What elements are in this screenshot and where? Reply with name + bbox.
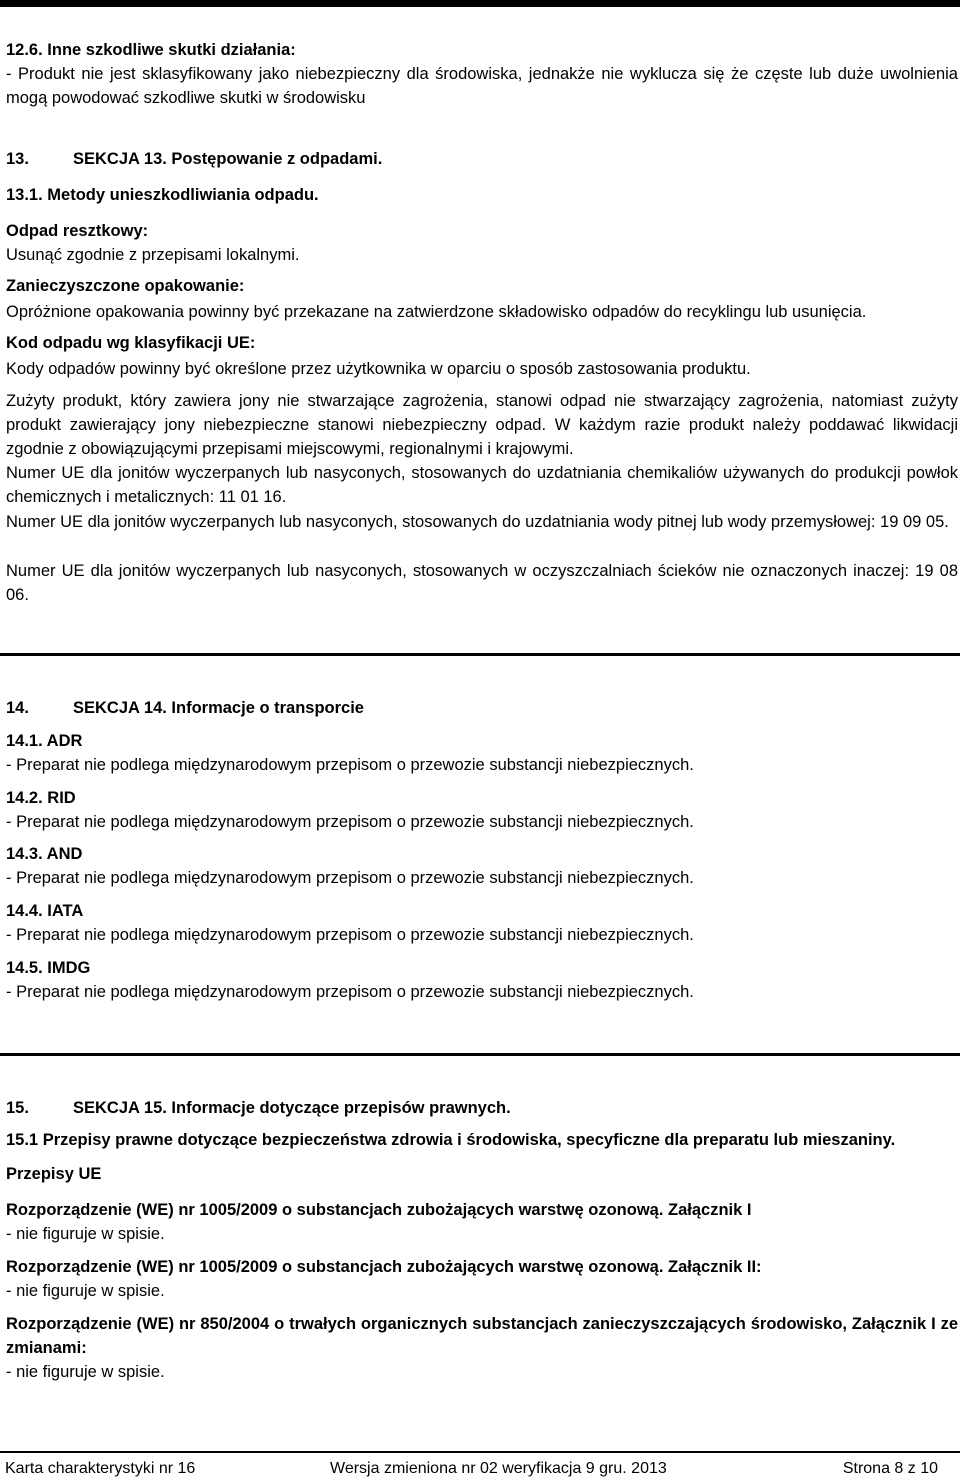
waste-residue-text: Usunąć zgodnie z przepisami lokalnymi. [6, 246, 300, 264]
section-15-number: 15. [6, 1099, 29, 1117]
section-12-6-text: - Produkt nie jest sklasyfikowany jako niebezpieczny dla środowiska, jednakże nie wyklucza się że częste lub duże uwolnienia mogą powodować szkodliwe skutki w środowisku [6, 65, 958, 107]
transport-and-label: 14.3. AND [6, 845, 83, 863]
transport-iata-text: - Preparat nie podlega międzynarodowym przepisom o przewozie substancji niebezpiecznych. [6, 926, 694, 944]
footer-version: Wersja zmieniona nr 02 weryfikacja 9 gru. 2013 [330, 1460, 667, 1477]
section-15-title: SEKCJA 15. Informacje dotyczące przepisów prawnych. [73, 1099, 511, 1117]
section-13-title: SEKCJA 13. Postępowanie z odpadami. [73, 150, 383, 168]
footer-page-number: Strona 8 z 10 [842, 1460, 938, 1477]
section-divider [0, 653, 960, 656]
transport-adr-label: 14.1. ADR [6, 732, 83, 750]
contaminated-packaging-label: Zanieczyszczone opakowanie: [6, 277, 245, 295]
section-14-title: SEKCJA 14. Informacje o transporcie [73, 699, 364, 717]
regulation-2-text: - nie figuruje w spisie. [6, 1282, 165, 1300]
regulation-3-title: Rozporządzenie (WE) nr 850/2004 o trwałych organicznych substancjach zanieczyszczających środowisko, Załącznik I ze zmianami: [6, 1315, 958, 1357]
eu-regulations-label: Przepisy UE [6, 1165, 102, 1183]
transport-imdg-label: 14.5. IMDG [6, 959, 91, 977]
transport-and-text: - Preparat nie podlega międzynarodowym przepisom o przewozie substancji niebezpiecznych. [6, 869, 694, 887]
transport-iata-label: 14.4. IATA [6, 902, 84, 920]
section-12-6-heading: 12.6. Inne szkodliwe skutki działania: [6, 41, 296, 59]
regulation-2-title: Rozporządzenie (WE) nr 1005/2009 o substancjach zubożających warstwę ozonową. Załącznik II: [6, 1258, 762, 1276]
transport-rid-text: - Preparat nie podlega międzynarodowym przepisom o przewozie substancji niebezpiecznych. [6, 813, 694, 831]
used-product-paragraph: Zużyty produkt, który zawiera jony nie stwarzające zagrożenia, stanowi odpad nie stwarzający zagrożenia, natomiast zużyty produkt zawierający jony niebezpieczne stanowi niebezpieczny odpad. W każdym razie produkt należy poddawać likwidacji zgodnie z obowiązującymi przepisami miejscowymi, regionalnymi i krajowymi. [6, 392, 958, 458]
section-13-heading [6, 147, 958, 171]
regulation-1-title: Rozporządzenie (WE) nr 1005/2009 o substancjach zubożających warstwę ozonową. Załącznik I [6, 1201, 752, 1219]
eu-number-paragraph-3: Numer UE dla jonitów wyczerpanych lub nasyconych, stosowanych w oczyszczalniach ścieków nie oznaczonych inaczej: 19 08 06. [6, 562, 958, 604]
section-15-heading [6, 1096, 958, 1120]
transport-imdg-text: - Preparat nie podlega międzynarodowym przepisom o przewozie substancji niebezpiecznych. [6, 983, 694, 1001]
regulation-3-text: - nie figuruje w spisie. [6, 1363, 165, 1381]
section-15-1-heading: 15.1 Przepisy prawne dotyczące bezpieczeństwa zdrowia i środowiska, specyficzne dla preparatu lub mieszaniny. [6, 1131, 896, 1149]
section-divider [0, 1053, 960, 1056]
section-13-number: 13. [6, 150, 29, 168]
waste-code-label: Kod odpadu wg klasyfikacji UE: [6, 334, 256, 352]
regulation-1-text: - nie figuruje w spisie. [6, 1225, 165, 1243]
section-14-heading [6, 696, 958, 720]
waste-code-text: Kody odpadów powinny być określone przez użytkownika w oparciu o sposób zastosowania produktu. [6, 360, 751, 378]
eu-number-paragraph-2: Numer UE dla jonitów wyczerpanych lub nasyconych, stosowanych do uzdatniania wody pitnej lub wody przemysłowej: 19 09 05. [6, 513, 949, 531]
section-14-number: 14. [6, 699, 29, 717]
section-13-1-heading: 13.1. Metody unieszkodliwiania odpadu. [6, 186, 319, 204]
transport-rid-label: 14.2. RID [6, 789, 76, 807]
contaminated-packaging-text: Opróżnione opakowania powinny być przekazane na zatwierdzone składowisko odpadów do recyklingu lub usunięcia. [6, 303, 867, 321]
transport-adr-text: - Preparat nie podlega międzynarodowym przepisom o przewozie substancji niebezpiecznych. [6, 756, 694, 774]
waste-residue-label: Odpad resztkowy: [6, 222, 149, 240]
top-rule [0, 0, 960, 7]
footer-document-name: Karta charakterystyki nr 16 [5, 1460, 196, 1477]
footer-rule [0, 1451, 960, 1453]
eu-number-paragraph-1: Numer UE dla jonitów wyczerpanych lub nasyconych, stosowanych do uzdatniania chemikaliów używanych do produkcji powłok chemicznych i metalicznych: 11 01 16. [6, 464, 958, 506]
